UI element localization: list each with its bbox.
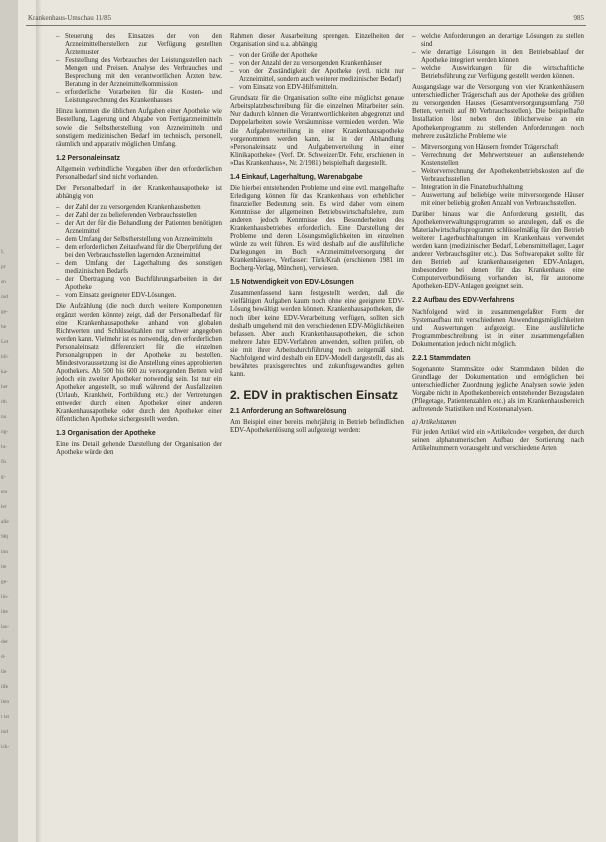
margin-fragment: ilen: [1, 699, 10, 705]
list-item: – welche Auswirkungen für die wirtschaftliche Betriebsführung zur Verfügung gestellt werden können.: [412, 65, 584, 81]
list-item: – Steuerung des Einsatzes der von den Arzneimittelherstellern zur Verfügung gestellten Ärztemuster: [56, 33, 222, 57]
paragraph: Ausgangslage war die Versorgung von vier Krankenhäusern unterschiedlicher Trägerschaft aus der Apotheke des größten zu versorgenden Hauses (Gesamtversorgungsumfang 750 Betten, verteilt auf 80 Verbrauchsstellen). Die beispielhafte Installation löst neben den üblicherweise an ein Apothekenprogramm zu stellenden Anforderungen noch mehrere zusätzliche Probleme wie: [412, 84, 584, 140]
paragraph: Zusammenfassend kann festgestellt werden, daß die vielfältigen Aufgaben kaum noch ohne eine geeignete EDV-Lösung bewältigt werden können. Krankenhausapotheken, die noch über keine EDV-Verarbeitung verfügen, sollten sich deshalb umgehend mit den verschiedenen EDV-Möglichkeiten befassen. Aber auch Krankenhausapotheken, die schon mehrere Jahre EDV-Verfahren anwenden, sollten prüfen, ob sie mit ihrer Arbeitsdurchführung noch zeitgemäß sind. Nachfolgend wird deshalb ein EDV-Modell dargestellt, das als bewährtes praxisgerechtes und zukunftsgewandtes gelten kann.: [230, 290, 404, 378]
section-heading: 2.2.1 Stammdaten: [412, 354, 471, 362]
requirement-list: [412, 33, 584, 81]
margin-fragment: der: [1, 639, 8, 645]
margin-fragment: ge-: [1, 309, 8, 315]
page-fold-shadow: [36, 0, 42, 842]
margin-fragment: sn: [1, 279, 6, 285]
list-item: – der Zahl der zu belieferenden Verbrauchsstellen: [56, 212, 222, 220]
list-item: – der Übertragung von Buchführungsarbeiten in der Apotheke: [56, 276, 222, 292]
section-heading: 1.2 Personaleinsatz: [56, 154, 120, 162]
margin-fragment: ind: [1, 294, 8, 300]
section-heading: 1.4 Einkauf, Lagerhaltung, Warenabgabe: [230, 173, 363, 181]
list-item: – dem Umfang der Lagerhaltung des sonstigen medizinischen Bedarfs: [56, 260, 222, 276]
margin-fragment: ers: [1, 489, 8, 495]
list-item: – von der Zuständigkeit der Apotheke (evtl. nicht nur Arzneimittel, sondern auch weiterer medizinischer Bedarf): [230, 68, 404, 84]
task-list: [56, 33, 222, 105]
margin-fragment: Let: [1, 339, 9, 345]
list-item: – der Art der für die Behandlung der Patienten benötigten Arzneimittel: [56, 220, 222, 236]
list-item: – Weiterverrechnung der Apothekenbetriebskosten auf die Verbrauchsstellen: [412, 168, 584, 184]
header-rule: [26, 25, 586, 26]
paragraph: Der Personalbedarf in der Krankenhausapotheke ist abhängig von: [56, 184, 222, 200]
paragraph: Nachfolgend wird in zusammengefaßter Form der Systemaufbau mit verschiedenen Anwendungsmöglichkeiten und Auswertungen aufgezeigt. Eine ausführliche Programmbeschreibung ist in einer zusammengefaßten Dokumentation jedoch nicht möglich.: [412, 308, 584, 348]
column-1: [56, 33, 222, 460]
list-item: – erforderliche Vorarbeiten für die Kosten- und Leistungsrechnung des Krankenhauses: [56, 89, 222, 105]
list-item: – Integration in die Finanzbuchhaltung: [412, 184, 584, 192]
margin-fragment: ilfe: [1, 684, 9, 690]
list-item: – von der Anzahl der zu versorgenden Krankenhäuser: [230, 60, 404, 68]
facing-page-edge: [0, 0, 18, 842]
subsection-heading: a) Artikelstamm: [412, 419, 457, 427]
margin-fragment: ler: [1, 504, 7, 510]
section-heading: 1.3 Organisation der Apotheke: [56, 430, 156, 438]
section-heading: 2.2 Aufbau des EDV-Verfahrens: [412, 297, 515, 305]
paragraph: Grundsatz für die Organisation sollte eine möglichst genaue Arbeitsplatzbeschreibung für die einzelnen Mitarbeiter sein. Nur dadurch können die Verantwortlichkeiten abgegrenzt und Doppelarbeiten sowie Versäumnisse vermieden werden. Wie die Aufgabenverteilung in einer Krankenhausapotheke vorgenommen werden kann, ist in der Abhandlung »Personaleinsatz und Aufgabenverteilung in einer Klinikapotheke« (Verf. Dr. Schweizer/Dr. Fehr, erschienen in »Das Krankenhaus«, Nr. 2/1981) beispielhaft dargestellt.: [230, 95, 404, 167]
margin-fragment: lie: [1, 669, 7, 675]
running-header: [28, 14, 584, 24]
list-item: – von der Größe der Apotheke: [230, 52, 404, 60]
paragraph: Allgemein verbindliche Vorgaben über den erforderlichen Personalbedarf sind nicht vorhanden.: [56, 165, 222, 181]
margin-fragment: ith: [1, 399, 7, 405]
margin-fragment: nu: [1, 414, 7, 420]
list-item: – dem Umfang der Selbstherstellung von Arzneimitteln: [56, 236, 222, 244]
paragraph: Die Aufzählung (die noch durch weitere Komponenten ergänzt werden könnte) zeigt, daß der Personalbedarf für eine Krankenhausapotheke anhand von globalen Richtwerten und Schlüsselzahlen nur schwer angegeben werden kann. Vielmehr ist es notwendig, den erforderlichen Personaleinsatz differenziert für die einzelnen Personalgruppen in der Apotheke zu bestellen. Mindestvoraussetzung ist die Anstellung eines approbierten Apothekers. Ab 500 bis 600 zu versorgenden Betten wird jedoch ein zweiter Apotheker notwendig sein. Ist nur ein Apotheker angestellt, so muß während der Ausfallzeiten (Urlaub, Krankheit, Fortbildung etc.) der Vertretungen entweder durch einen Apotheker einer anderen Krankenhausapotheke oder durch den Apotheker einer öffentlichen Apotheke sichergestellt werden.: [56, 303, 222, 424]
column-3: [412, 33, 584, 456]
paragraph: Rahmen dieser Ausarbeitung sprengen. Einzelheiten der Organisation sind u.a. abhängig: [230, 33, 404, 49]
margin-fragment: fis: [1, 459, 7, 465]
margin-fragment: lin-: [1, 594, 9, 600]
chapter-heading: 2. EDV in praktischen Einsatz: [230, 387, 399, 402]
margin-fragment: I,: [1, 249, 5, 255]
paragraph: Für jeden Artikel wird ein »Artikelcode« vergeben, der durch seinen alphanumerischen Aufbau der Sortierung nach Artikelnummern vorausgeht und verschiedene Arten: [412, 429, 584, 453]
margin-fragment: las-: [1, 624, 9, 630]
margin-fragment: d-: [1, 654, 6, 660]
paragraph: Darüber hinaus war die Anforderung gestellt, das Apothekenverwaltungsprogramm so anzulegen, daß es die Materialwirtschaftsprogramm schlüsselmäßig für den Betrieb weiterer Lagerbuchhaltungen im Krankenhaus verwendet werden kann (medizinischer Bedarf, Lebensmittellager, Lager anderer Verbrauchsgüter etc.). Das Softwarepaket sollte für den Betrieb auf krankenhauseigenen EDV-Anlagen, insbesondere bei denen für das Krankenhaus eine Computerverbundlösung vorhanden ist, für autonome Apotheken-EDV-Anlagen geeignet sein.: [412, 210, 584, 291]
section-heading: 2.1 Anforderung an Softwarelösung: [230, 407, 347, 415]
margin-fragment: ick-: [1, 744, 10, 750]
paragraph: Eine ins Detail gehende Darstellung der Organisation der Apotheke würde den: [56, 441, 222, 457]
margin-fragment: ilte: [1, 609, 8, 615]
margin-fragment: lu-: [1, 444, 7, 450]
list-item: – vom Einsatz von EDV-Hilfsmitteln.: [230, 84, 404, 92]
margin-fragment: g-: [1, 474, 6, 480]
margin-fragment: ng-: [1, 429, 9, 435]
dependency-list: [56, 204, 222, 301]
paragraph: Die hierbei entstehenden Probleme und eine evtl. mangelhafte Erledigung können für das Krankenhaus von erheblicher finanzieller Bedeutung sein. Es wird daher vom einem Kenntnisse der allgemeinen Betriebswirtschaftslehre, zum anderen jedoch Kenntnisse des Besonderheiten des Krankenhausbetriebes erforderlich. Eine Darstellung der Probleme und deren Lösungsmöglichkeiten im einzelnen würde zu weit führen. Es wird deshalb auf die ausführliche Darlegungen im Buch »Arzneimittelversorgung der Krankenhäuser«, Verfasser: Türk/Krah (erschienen 1981 im Bocherg-Verlag, München), verwiesen.: [230, 184, 404, 273]
margin-fragment: pr: [1, 264, 6, 270]
paragraph: Am Beispiel einer bereits mehrjährig in Betrieb befindlichen EDV-Apothekenlösung soll aufgezeigt werden:: [230, 418, 404, 434]
margin-fragment: inn: [1, 549, 8, 555]
margin-fragment: ka-: [1, 369, 8, 375]
margin-fragment: alle: [1, 519, 9, 525]
list-item: – Verrechnung der Mehrwertsteuer an außenstehende Kostenstellen: [412, 152, 584, 168]
margin-fragment: t ist: [1, 714, 9, 720]
list-item: – wie derartige Lösungen in den Betriebsablauf der Apotheke integriert werden können: [412, 49, 584, 65]
margin-fragment: he: [1, 324, 7, 330]
column-2: [230, 33, 404, 438]
list-item: – Feststellung des Verbrauches der Leistungsstellen nach Mengen und Preisen. Analyse des Verbrauches und Besprechung mit den verantwortlichen Ärzten bzw. Beratung in der Arzneimittelkommission: [56, 57, 222, 89]
margin-fragment: her: [1, 384, 8, 390]
list-item: – dem erforderlichen Zeitaufwand für die Überprüfung der bei den Verbrauchsstellen lagernden Arzneimittel: [56, 244, 222, 260]
margin-fragment: hil-: [1, 354, 9, 360]
section-heading: 1.5 Notwendigkeit von EDV-Lösungen: [230, 279, 354, 287]
list-item: – Mitversorgung von Häusern fremder Trägerschaft: [412, 144, 584, 152]
list-item: – der Zahl der zu versorgenden Krankenhausbetten: [56, 204, 222, 212]
paragraph: Hinzu kommen die üblichen Aufgaben einer Apotheke wie Bestellung, Lagerung und Abgabe von Fertigarzneimitteln sowie die Selbstherstellung von Arzneimitteln und sonstigem medizinischen Bedarf im technisch, personell, räumlich und apparativ möglichen Umfang.: [56, 108, 222, 148]
margin-fragment: ite: [1, 564, 7, 570]
dependency-list: [230, 52, 404, 92]
journal-title: Krankenhaus-Umschau 11/85: [28, 14, 112, 22]
paragraph: Sogenannte Stammsätze oder Stammdaten bilden die Grundlage der Dokumentation und ermöglichen bei unterschiedlicher Zuordnung jegliche Analysen sowie jeden Vorgabe nicht in Apothekenbereich entstehender Bezugsdaten (Pflegetage, Patientenzahlen etc.) als im Krankenhausbereich auftretende Statistiken und Kostenanalysen.: [412, 365, 584, 414]
margin-fragment: 98): [1, 534, 9, 540]
problem-list: [412, 144, 584, 208]
list-item: – Auswertung auf beliebige weite mitversorgende Häuser mit einer beliebig großen Anzahl von Verbrauchsstellen.: [412, 192, 584, 208]
page-number: 985: [573, 14, 584, 22]
list-item: – vom Einsatz geeigneter EDV-Lösungen.: [56, 292, 222, 300]
margin-fragment: ge-: [1, 579, 8, 585]
list-item: – welche Anforderungen an derartige Lösungen zu stellen sind: [412, 33, 584, 49]
margin-fragment: ind: [1, 729, 8, 735]
